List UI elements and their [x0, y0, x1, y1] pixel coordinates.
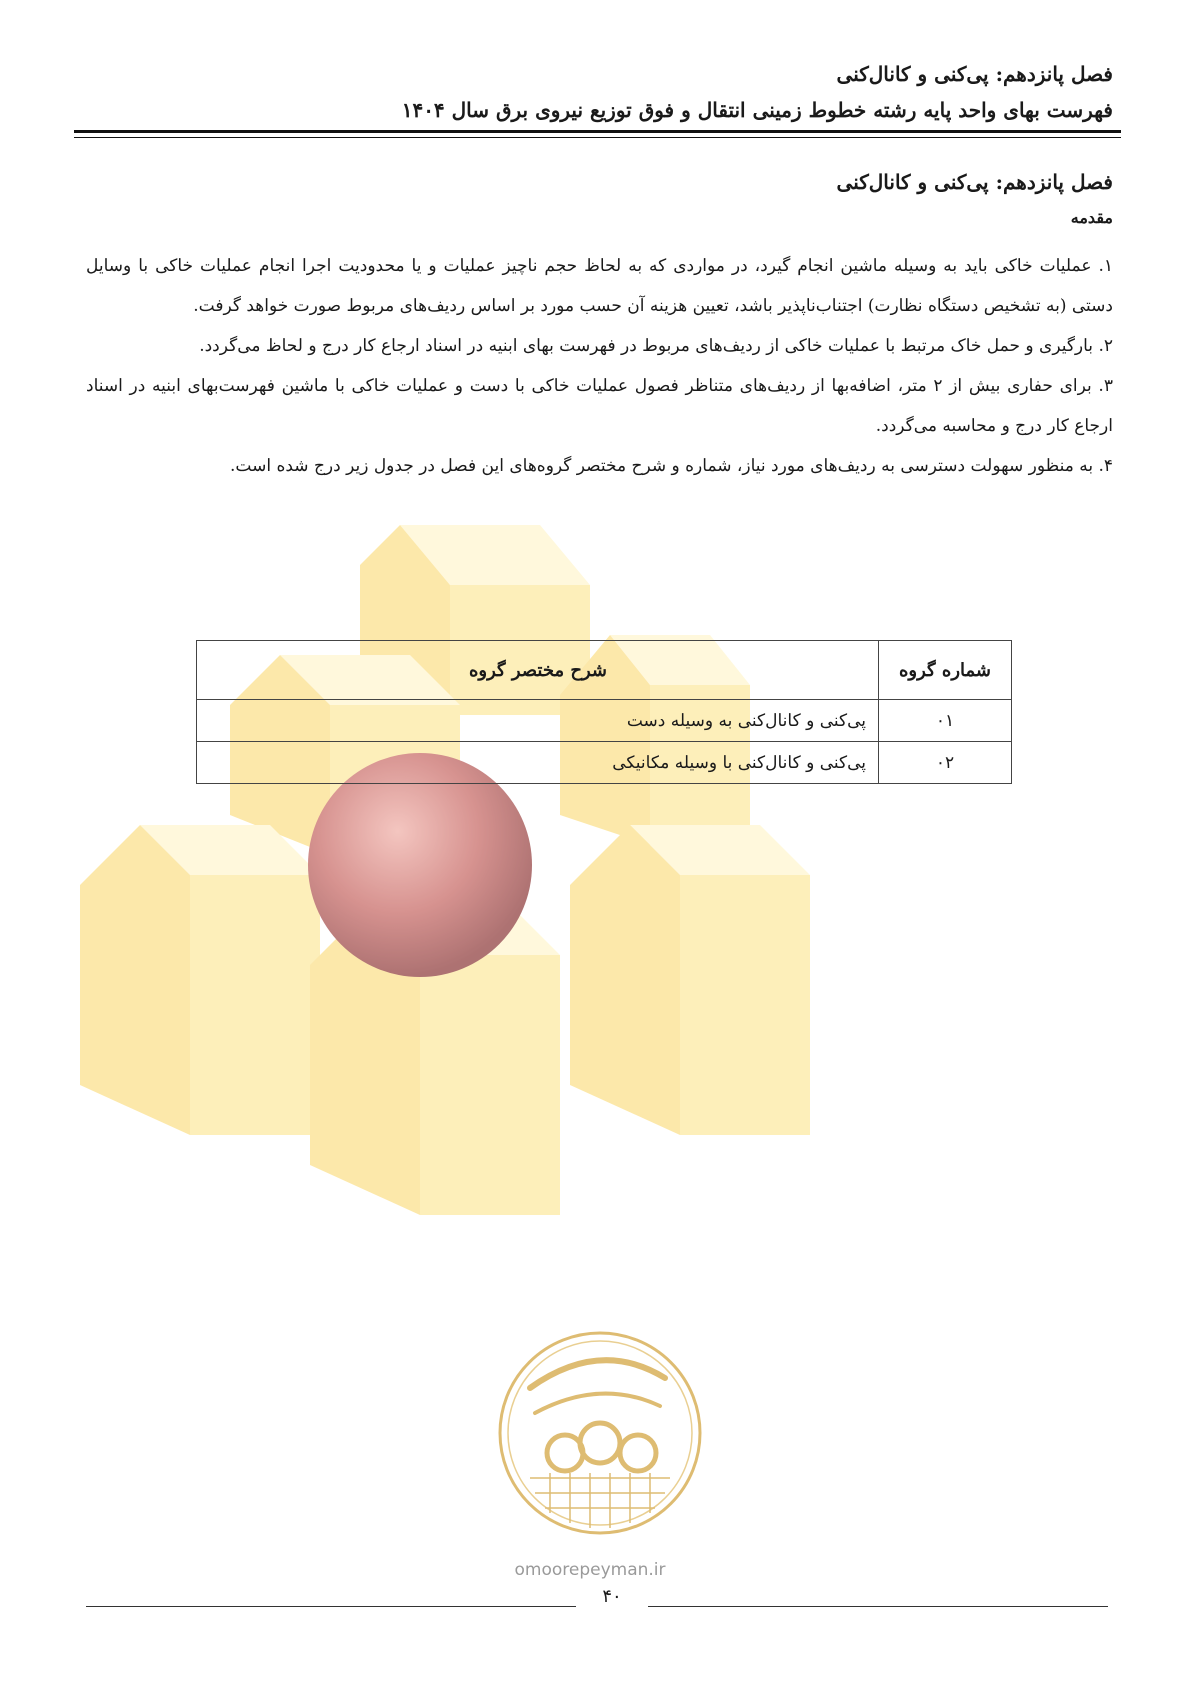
- paragraph-2: ۲. بارگیری و حمل خاک مرتبط با عملیات خاکی از ردیف‌های مربوط در فهرست بهای ابنیه در اسناد ارجاع کار درج و لحاظ می‌گردد.: [199, 336, 1113, 356]
- header-title: فهرست بهای واحد پایه رشته خطوط زمینی انتقال و فوق توزیع نیروی برق سال ۱۴۰۴: [401, 98, 1113, 122]
- table-header-row: [197, 641, 1012, 700]
- section-title: فصل پانزدهم: پی‌کنی و کانال‌کنی: [836, 170, 1113, 194]
- header-group-number: شماره گروه: [879, 641, 1012, 700]
- watermark-cubes-image: [70, 525, 920, 1245]
- footer-line-left: [86, 1606, 576, 1607]
- group-description: پی‌کنی و کانال‌کنی به وسیله دست: [197, 700, 879, 742]
- footer-line-right: [648, 1606, 1108, 1607]
- groups-table: [196, 640, 1012, 784]
- paragraph-1: ۱. عملیات خاکی باید به وسیله ماشین انجام گیرد، در مواردی که به لحاظ حجم ناچیز عملیات و یا محدودیت اجرا انجام عملیات خاکی با وسایل دستی (به تشخیص دستگاه نظارت) اجتناب‌ناپذیر باشد، تعیین هزینه آن حسب مورد بر اساس ردیف‌های مربوط صورت خواهد گرفت.: [86, 256, 1113, 316]
- page-number: ۴۰: [602, 1586, 622, 1607]
- body-paragraphs: [86, 246, 1113, 486]
- table-row: [197, 742, 1012, 784]
- group-number: ۰۱: [879, 700, 1012, 742]
- header-chapter: فصل پانزدهم: پی‌کنی و کانال‌کنی: [836, 62, 1113, 86]
- header-rule-thick: [74, 130, 1121, 133]
- group-number: ۰۲: [879, 742, 1012, 784]
- logo-url: omoorepeyman.ir: [514, 1560, 666, 1580]
- group-description: پی‌کنی و کانال‌کنی با وسیله مکانیکی: [197, 742, 879, 784]
- header-rule-thin: [74, 137, 1121, 138]
- section-subtitle: مقدمه: [1070, 208, 1113, 227]
- paragraph-3: ۳. برای حفاری بیش از ۲ متر، اضافه‌بها از ردیف‌های متناظر فصول عملیات خاکی با دست و عملیات خاکی با ماشین فهرست‌بهای ابنیه در اسناد ارجاع کار درج و محاسبه می‌گردد.: [86, 376, 1113, 436]
- table-row: [197, 700, 1012, 742]
- header-group-description: شرح مختصر گروه: [197, 641, 879, 700]
- omoorepeyman-logo-icon: [490, 1318, 710, 1558]
- paragraph-4: ۴. به منظور سهولت دسترسی به ردیف‌های مورد نیاز، شماره و شرح مختصر گروه‌های این فصل در جدول زیر درج شده است.: [230, 456, 1113, 476]
